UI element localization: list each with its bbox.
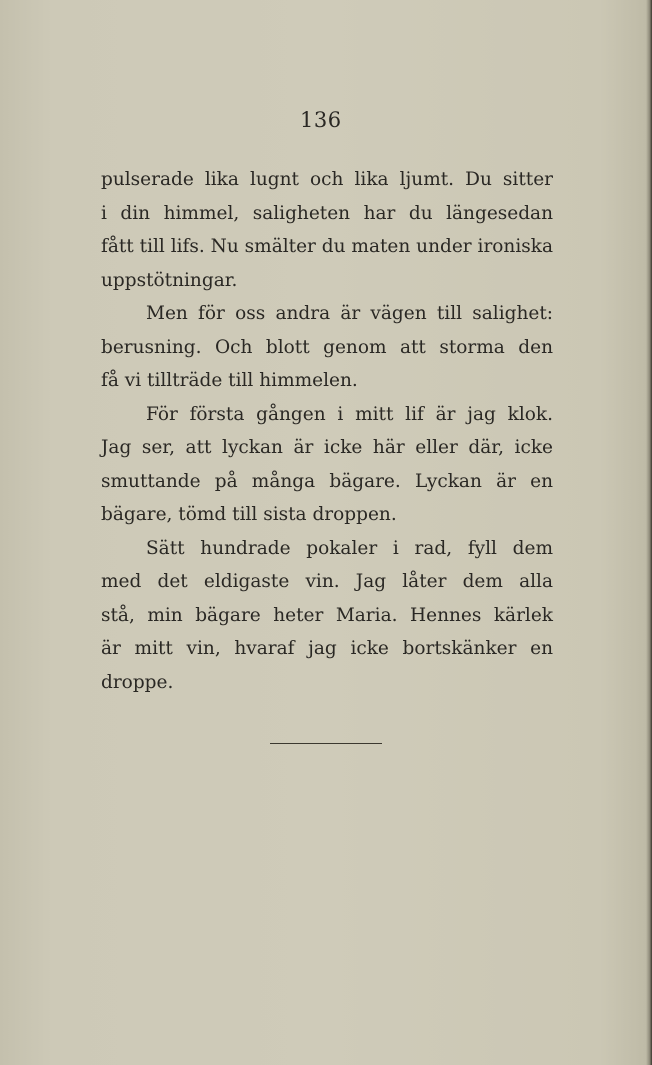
- page-number: 136: [300, 108, 342, 132]
- text-line: stå, min bägare heter Maria. Hennes kärlek: [101, 604, 553, 626]
- text-line: smuttande på många bägare. Lyckan är en: [101, 470, 553, 492]
- text-line: För första gången i mitt lif är jag klok.: [146, 403, 553, 425]
- text-line: få vi tillträde till himmelen.: [101, 370, 358, 391]
- page-edge-shadow: [646, 0, 652, 1065]
- paragraph-3: [101, 398, 553, 532]
- text-line: i din himmel, saligheten har du längesedan: [101, 202, 553, 224]
- text-line: med det eldigaste vin. Jag låter dem alla: [101, 571, 553, 592]
- text-line: bägare, tömd till sista droppen.: [101, 504, 397, 525]
- text-line: fått till lifs. Nu smälter du maten under ironiska: [101, 236, 553, 257]
- text-line: uppstötningar.: [101, 269, 238, 291]
- body-text: [101, 163, 553, 699]
- text-line: droppe.: [101, 671, 174, 693]
- text-line: pulserade lika lugnt och lika ljumt. Du sitter: [101, 169, 553, 190]
- text-line: Sätt hundrade pokaler i rad, fyll dem: [146, 537, 553, 559]
- text-line: Men för oss andra är vägen till salighet:: [146, 303, 553, 324]
- text-line: berusning. Och blott genom att storma den: [101, 336, 553, 358]
- paragraph-2: [101, 297, 553, 398]
- paragraph-1: [101, 163, 553, 297]
- text-line: är mitt vin, hvaraf jag icke bortskänker en: [101, 638, 553, 659]
- section-divider: [270, 743, 382, 744]
- paragraph-4: [101, 532, 553, 700]
- text-line: Jag ser, att lyckan är icke här eller där, icke: [101, 437, 553, 458]
